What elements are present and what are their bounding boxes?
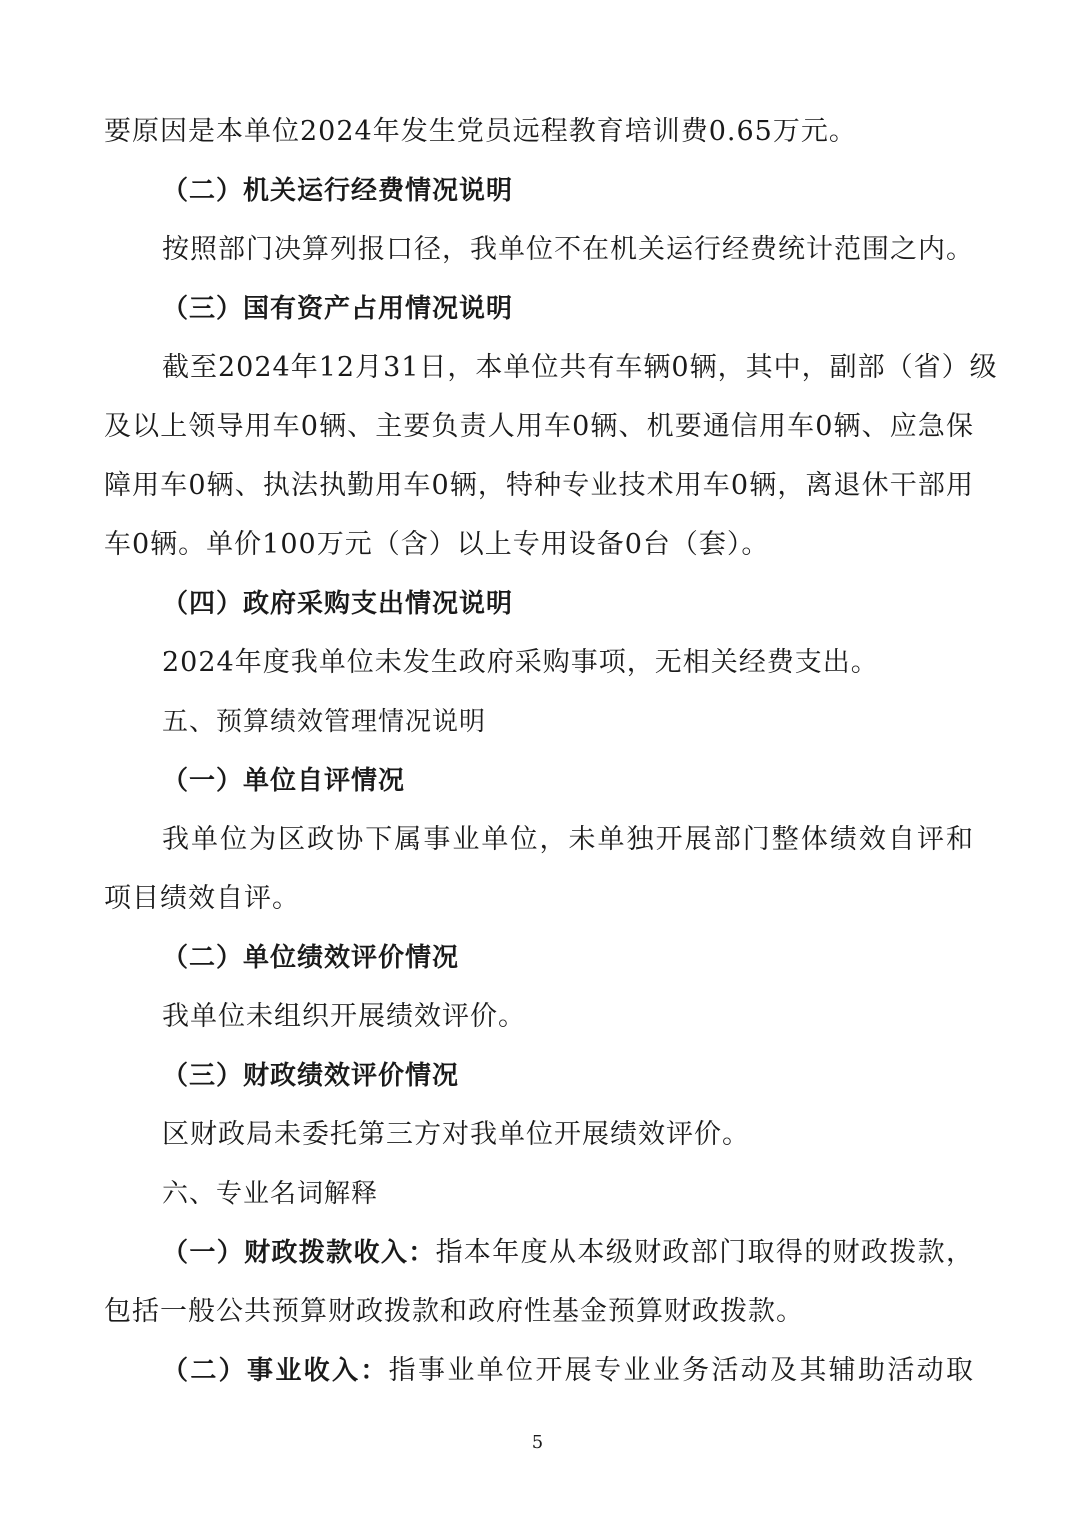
- paragraph-line: 要原因是本单位2024年发生党员远程教育培训费0.65万元。: [104, 116, 857, 147]
- term-text: 指事业单位开展专业业务活动及其辅助活动取: [388, 1355, 974, 1386]
- section-heading: （四）政府采购支出情况说明: [162, 589, 514, 619]
- term-label: （二）事业收入：: [162, 1356, 389, 1386]
- paragraph-line: 障用车0辆、执法执勤用车0辆，特种专业技术用车0辆，离退休干部用: [104, 470, 974, 501]
- chapter-heading: 五、预算绩效管理情况说明: [162, 707, 487, 737]
- section-heading: （三）国有资产占用情况说明: [162, 294, 514, 324]
- term-definition-line: [162, 1351, 974, 1391]
- paragraph-line: 包括一般公共预算财政拨款和政府性基金预算财政拨款。: [104, 1296, 804, 1327]
- page-number: 5: [531, 1432, 544, 1453]
- paragraph-line: 我单位未组织开展绩效评价。: [162, 1001, 526, 1032]
- term-text: 指本年度从本级财政部门取得的财政拨款，: [435, 1237, 974, 1268]
- paragraph-line: 区财政局未委托第三方对我单位开展绩效评价。: [162, 1119, 750, 1150]
- chapter-heading: 六、专业名词解释: [162, 1179, 379, 1209]
- paragraph-line: 车0辆。单价100万元（含）以上专用设备0台（套）。: [104, 529, 770, 560]
- paragraph-line: 我单位为区政协下属事业单位，未单独开展部门整体绩效自评和: [162, 824, 974, 855]
- paragraph-line: 截至2024年12月31日，本单位共有车辆0辆，其中，副部（省）级: [162, 352, 998, 383]
- section-heading: （三）财政绩效评价情况: [162, 1061, 460, 1091]
- section-heading: （二）单位绩效评价情况: [162, 943, 460, 973]
- term-label: （一）财政拨款收入：: [162, 1238, 436, 1268]
- paragraph-line: 按照部门决算列报口径，我单位不在机关运行经费统计范围之内。: [162, 234, 974, 265]
- term-definition-line: [162, 1233, 974, 1273]
- paragraph-line: 项目绩效自评。: [104, 883, 300, 914]
- section-heading: （二）机关运行经费情况说明: [162, 176, 514, 206]
- paragraph-line: 及以上领导用车0辆、主要负责人用车0辆、机要通信用车0辆、应急保: [104, 411, 974, 442]
- section-heading: （一）单位自评情况: [162, 766, 406, 796]
- paragraph-line: 2024年度我单位未发生政府采购事项，无相关经费支出。: [162, 647, 879, 678]
